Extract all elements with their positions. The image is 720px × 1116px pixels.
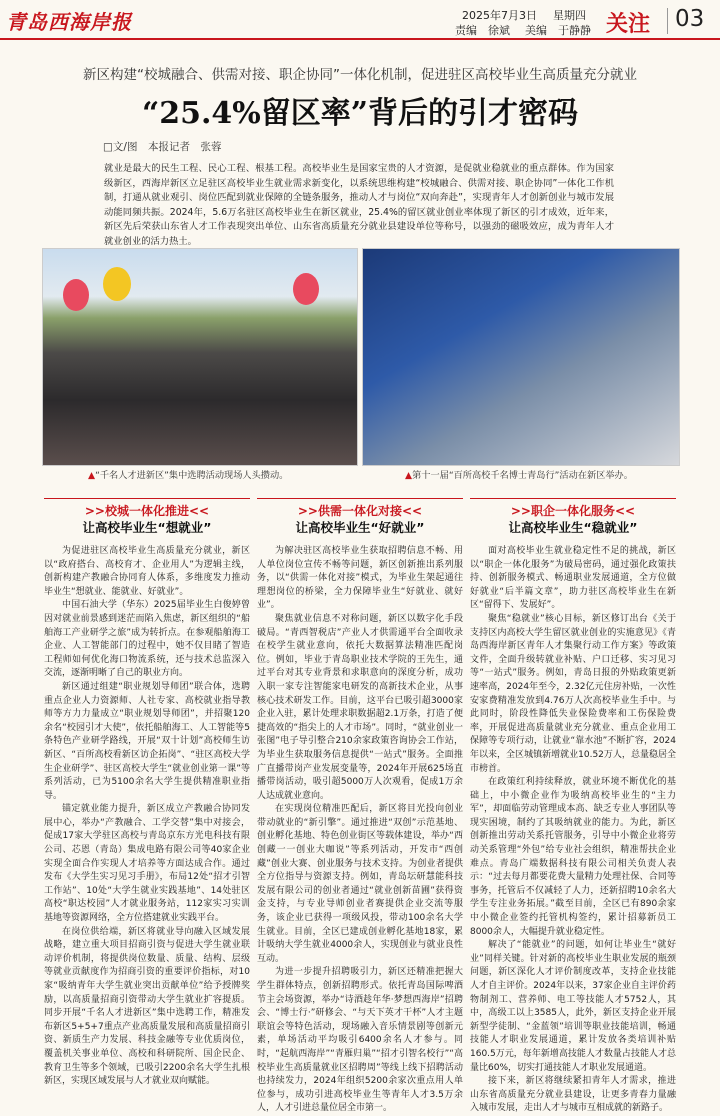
header-divider [667,8,668,34]
article-headline: “25.4%留区率”背后的引才密码 [141,96,579,131]
paragraph: 解决了“能就业”的问题，如何让毕业生“就好业”同样关键。针对新的高校毕业生职业发展的瓶颈问题，新区深化人才评价制度改革，支持企业技能人才自主评价。2024年以来，37家企业自主评价药物制剂工、营养师、电工等技能人才5752人，其中，高级工以上3585人，此外，新区支持企业开展新型学徒制、“金蓝领”培训等职业技能培训，畅通技能人才职业发展通道，累计发放各类培训补贴160.5万元，每年新增高技能人才数量占技能人才总量比60%，切实打通技能人才职业发展通道。 [470,940,676,1073]
page-number: 03 [675,6,705,32]
photo-job-fair-crowd [42,248,358,466]
paragraph: 为促进驻区高校毕业生高质量充分就业，新区以“政府搭台、高校育才、企业用人”为逻辑主线，创新构建产教融合协同育人体系，多维度发力推动毕业生“想就业、能就业、好就业”。 [44,546,250,597]
section-divider [44,498,250,499]
issue-weekday: 星期四 [553,9,586,22]
paragraph: 在实现岗位精准匹配后，新区将目光投向创业带动就业的“新引擎”。通过推进“双创”示范基地、创业孵化基地、特色创业街区等载体建设，举办“西创藏一一创业大咖说”等系列活动，开发市“西创藏”创业大赛、创业服务与技术支持。为创业者提供全方位指导与资源支持。例如，青岛坛研慧能科技发展有限公司的创业者通过“就业创新苗圃”获得资金支持，与专业导师创业者赛提供企业交流等服务，该企业已获得一项级风投，带动100余名大学生就业。目前，全区已建成创业孵化基地18家，累计吸纳大学生就业4000余人，实现创业与就业良性互动。 [257,804,463,964]
section-head-3: >>职企一体化服务<< [510,504,636,518]
balloon-shape [103,267,131,301]
masthead-logo: 青岛西海岸报 [6,10,132,34]
paragraph: 为进一步提升招聘吸引力，新区还精准把握大学生群体特点，创新招聘形式。依托青岛国际啤酒节主会场资源，举办“诗酒趁年华·梦想西海岸”招聘会、“博士行·”研修会、“与天下英才干杯”人才主题联谊会等特色活动，现场融入音乐情景剧等创新元素，单场活动平均吸引6400余名人才参与。同时，“起航西海岸”“青雁归巢”“招才引智名校行”“高校毕业生高质量就业区招聘周”等线上线下招聘活动也持续发力，2024年组织5200余家次重点用人单位参与，成功引进高校毕业生等青年人才3.5万余人，人才引进总量位居全市第一。 [257,967,463,1114]
paragraph: 在政策红利持续释放，就业环境不断优化的基础上，中小微企业作为吸纳高校毕业生的“主力军”，却面临劳动管理成本高、缺乏专业人事团队等现实困境，制约了其吸纳就业的能力。为此，新区创新推出劳动关系托管服务，引导中小微企业将劳动关系管理“外包”给专业社会组织，精准帮扶企业难点。青岛广端数据科技有限公司相关负责人表示：“过去每月都要花费大量精力处理社保、合同等事务，托管后不仅减轻了人力，还新招聘10余名大学生专注业务拓展。”截至目前，全区已有890余家中小微企业签约托管机构签约，累计招募新员工8000余人，大幅提升就业稳定性。 [470,777,676,937]
section-subhead-2: 让高校毕业生“好就业” [295,520,425,535]
section-divider [257,498,463,499]
paragraph: 为解决驻区高校毕业生获取招聘信息不畅、用人单位岗位宣传不畅等问题，新区创新推出系列服务，以“供需一体化对接”模式，为毕业生架起通往理想岗位的桥梁，全力保障毕业生“好就业、就好业”。 [257,546,463,611]
paragraph: 新区通过组建“职业规划导师团”联合体，选聘重点企业人力资源师、人社专家、高校就业指导教师等方力力量成立“职业规划导师团”，并招聚120余名“校园引才大使”，依托船舶海工、人工智能等5条特色产业研学路线，开展“双十计划”高校师生访新区、“百所高校看新区访企拓岗”、“驻区高校大学生企业研学”、驻区高校大学生“就业创业第一课”等系列活动，已为5100余名大学生提供精准职业指导。 [44,681,250,801]
caption-triangle-icon: ▲ [405,470,413,481]
section-badge: 关注 [606,12,651,37]
article-column-2 [257,545,463,1114]
photo-caption-right [405,467,633,481]
article-byline: □文/图 本报记者 张蓉 [103,141,222,153]
paragraph: 在岗位供给端，新区将就业导向融入区域发展战略，建立重大项目招商引资与促进大学生就业联动评价机制，将提供岗位数量、质量、结构、层级等就业贡献度作为招商引资的重要评价指标，对10家“吸纳青年大学生就业突出贡献单位”给予授牌奖励，以高质量招商引资带动大学生就业扩容提质。同步开展“千名人才进新区”集中选聘工作，精准发布新区5+5+7重点产业高质量发展和高质量招商引资、新质生产力发展、科技金融等专业优质岗位，覆盖机关事业单位、高校和科研院所、国企民企、教育卫生等多个领域，已吸引2200余名大学生扎根新区，实现区域发展与人才就业双向赋能。 [44,926,250,1087]
paragraph: 接下来，新区将继续紧扣青年人才需求，推进山东省高质量充分就业县建设，让更多青春力量融入城市发展，走出人才与城市互相成就的新路子。 [470,1076,676,1114]
section-head-1: >>校城一体化推进<< [84,504,210,518]
balloon-shape [63,279,89,311]
section-subhead-1: 让高校毕业生“想就业” [82,520,212,535]
issue-date: 2025年7月3日 [462,9,537,22]
article-lead: 就业是最大的民生工程、民心工程、根基工程。高校毕业生是国家宝贵的人才资源，是促就业稳就业的重点群体。作为国家级新区，西海岸新区立足驻区高校毕业生就业需求新变化，以系统思维构建“校城融合、供需对接、职企协同”一体化工作机制，打通从就业观引、岗位匹配到就业保障的全链条服务，推动人才与岗位“双向奔赴”，实现青年人才创新创业与城市发展动能同频共振。2024年，5.6万名驻区高校毕业生在新区就业，25.4%的留区就业创业率体现了新区的引才成效，近年来，新区先后荣获山东省人才工作表现突出单位、山东省高质量充分就业县建设单位等称号，以强劲的磁吸效应，成为青年人才就业创业的活力热土。 [104,163,614,247]
paragraph: 锚定就业能力提升，新区成立产教融合协同发展中心，举办“产教融合、工学交替”集中对接会，促成17家大学驻区高校与青岛京东方光电科技有限公司、芯恩（青岛）集成电路有限公司等40家企业实现全面合作实现人才培养等方面达成合作。通过发布《大学生实习见习手册》，布局12处“招才引智工作站”、10处“大学生就业实践基地”、14处驻区高校“职达校园”人才就业服务站，112家实习实训基地等资源网络，全方位搭建就业实践平台。 [44,804,250,924]
designer-credit: 美编 于静静 [525,24,591,37]
paragraph: 聚焦“稳就业”核心目标，新区修订出台《关于支持区内高校大学生留区就业创业的实施意见》《青岛西海岸新区青年人才集聚行动工作方案》等政策文件，全面升级转就业补贴、户口迁移、实习见习等“一站式”服务。例如，青岛日报的外贴政策更新速率高，2024年至今，2.32亿元住房补贴，一次性安家费精准发放到4.76万人次高校毕业生手中。与此同时，阶段性降低失业保险费率和工伤保险费率，开展促进高质量就业充分就业、重点企业用工保障等专项行动，让就业“靠水池”不断扩容，2024年以来，全区城镇新增就业10.52万人，总量稳居全市榜首。 [470,613,676,774]
paragraph: 聚焦就业信息不对称问题，新区以数字化手段破局。“青西智税店”产业人才供需通平台全面收录在校学生就业意向，依托大数据算法精准匹配岗位。例如，毕业于青岛职业技术学院的王先生，通过平台对其专业背景和求职意向的深度分析，成功入职一家专注智能家电研发的高新技术企业，从事核心技术研发工作。目前，这平台已吸引超3000家企业入驻，累计处理求职数据超2.1万条，打造了便捷高效的“指尖上的人才市场”。同时，“就业创业一张图”电子导引整合210余家政策咨询协会工作站，为毕业生获取服务信息提供“一站式”服务。全面推广直播带岗产业发展变量等，2024年开展625场直播带岗活动，吸引超5000万人次观看，促成1万余人达成就业意向。 [257,613,463,801]
section-subhead-3: 让高校毕业生“稳就业” [508,520,638,535]
article-column-3 [470,545,676,1114]
photo-talent-event [362,248,680,466]
article-subtitle: 新区构建“校城融合、供需对接、职企协同”一体化机制，促进驻区高校毕业生高质量充分就业 [83,67,637,83]
paragraph: 中国石油大学（华东）2025届毕业生白俊婷曾因对就业前景感到迷茫而陷入焦虑，新区组织的“船舶海工产业研学之旅”成为转折点。在参观船舶海工企业、人工智能部门的过程中，她不仅目睹了智造工程师如何优化海口物流系统，还与技术总监深入交流，逐渐明晰了自己的职业方向。 [44,600,250,679]
caption-text: 第十一届“百所高校千名博士青岛行”活动在新区举办。 [412,470,633,481]
article-column-1 [44,545,250,1090]
section-head-2: >>供需一体化对接<< [297,504,423,518]
section-divider [470,498,676,499]
editor-credit: 责编 徐斌 [455,24,510,37]
header-rule [0,38,720,40]
paragraph: 面对高校毕业生就业稳定性不足的挑战，新区以“职企一体化服务”为破局密码，通过强化政策扶持、创新服务模式、畅通职业发展通道，全方位做好就业“后半篇文章”，助力驻区高校毕业生在新区“留得下、发展好”。 [470,546,676,611]
photo-caption-left [88,467,288,481]
balloon-shape [293,273,319,305]
caption-text: “千名人才进新区”集中选聘活动现场人头攒动。 [95,470,289,481]
caption-triangle-icon: ▲ [88,470,96,481]
